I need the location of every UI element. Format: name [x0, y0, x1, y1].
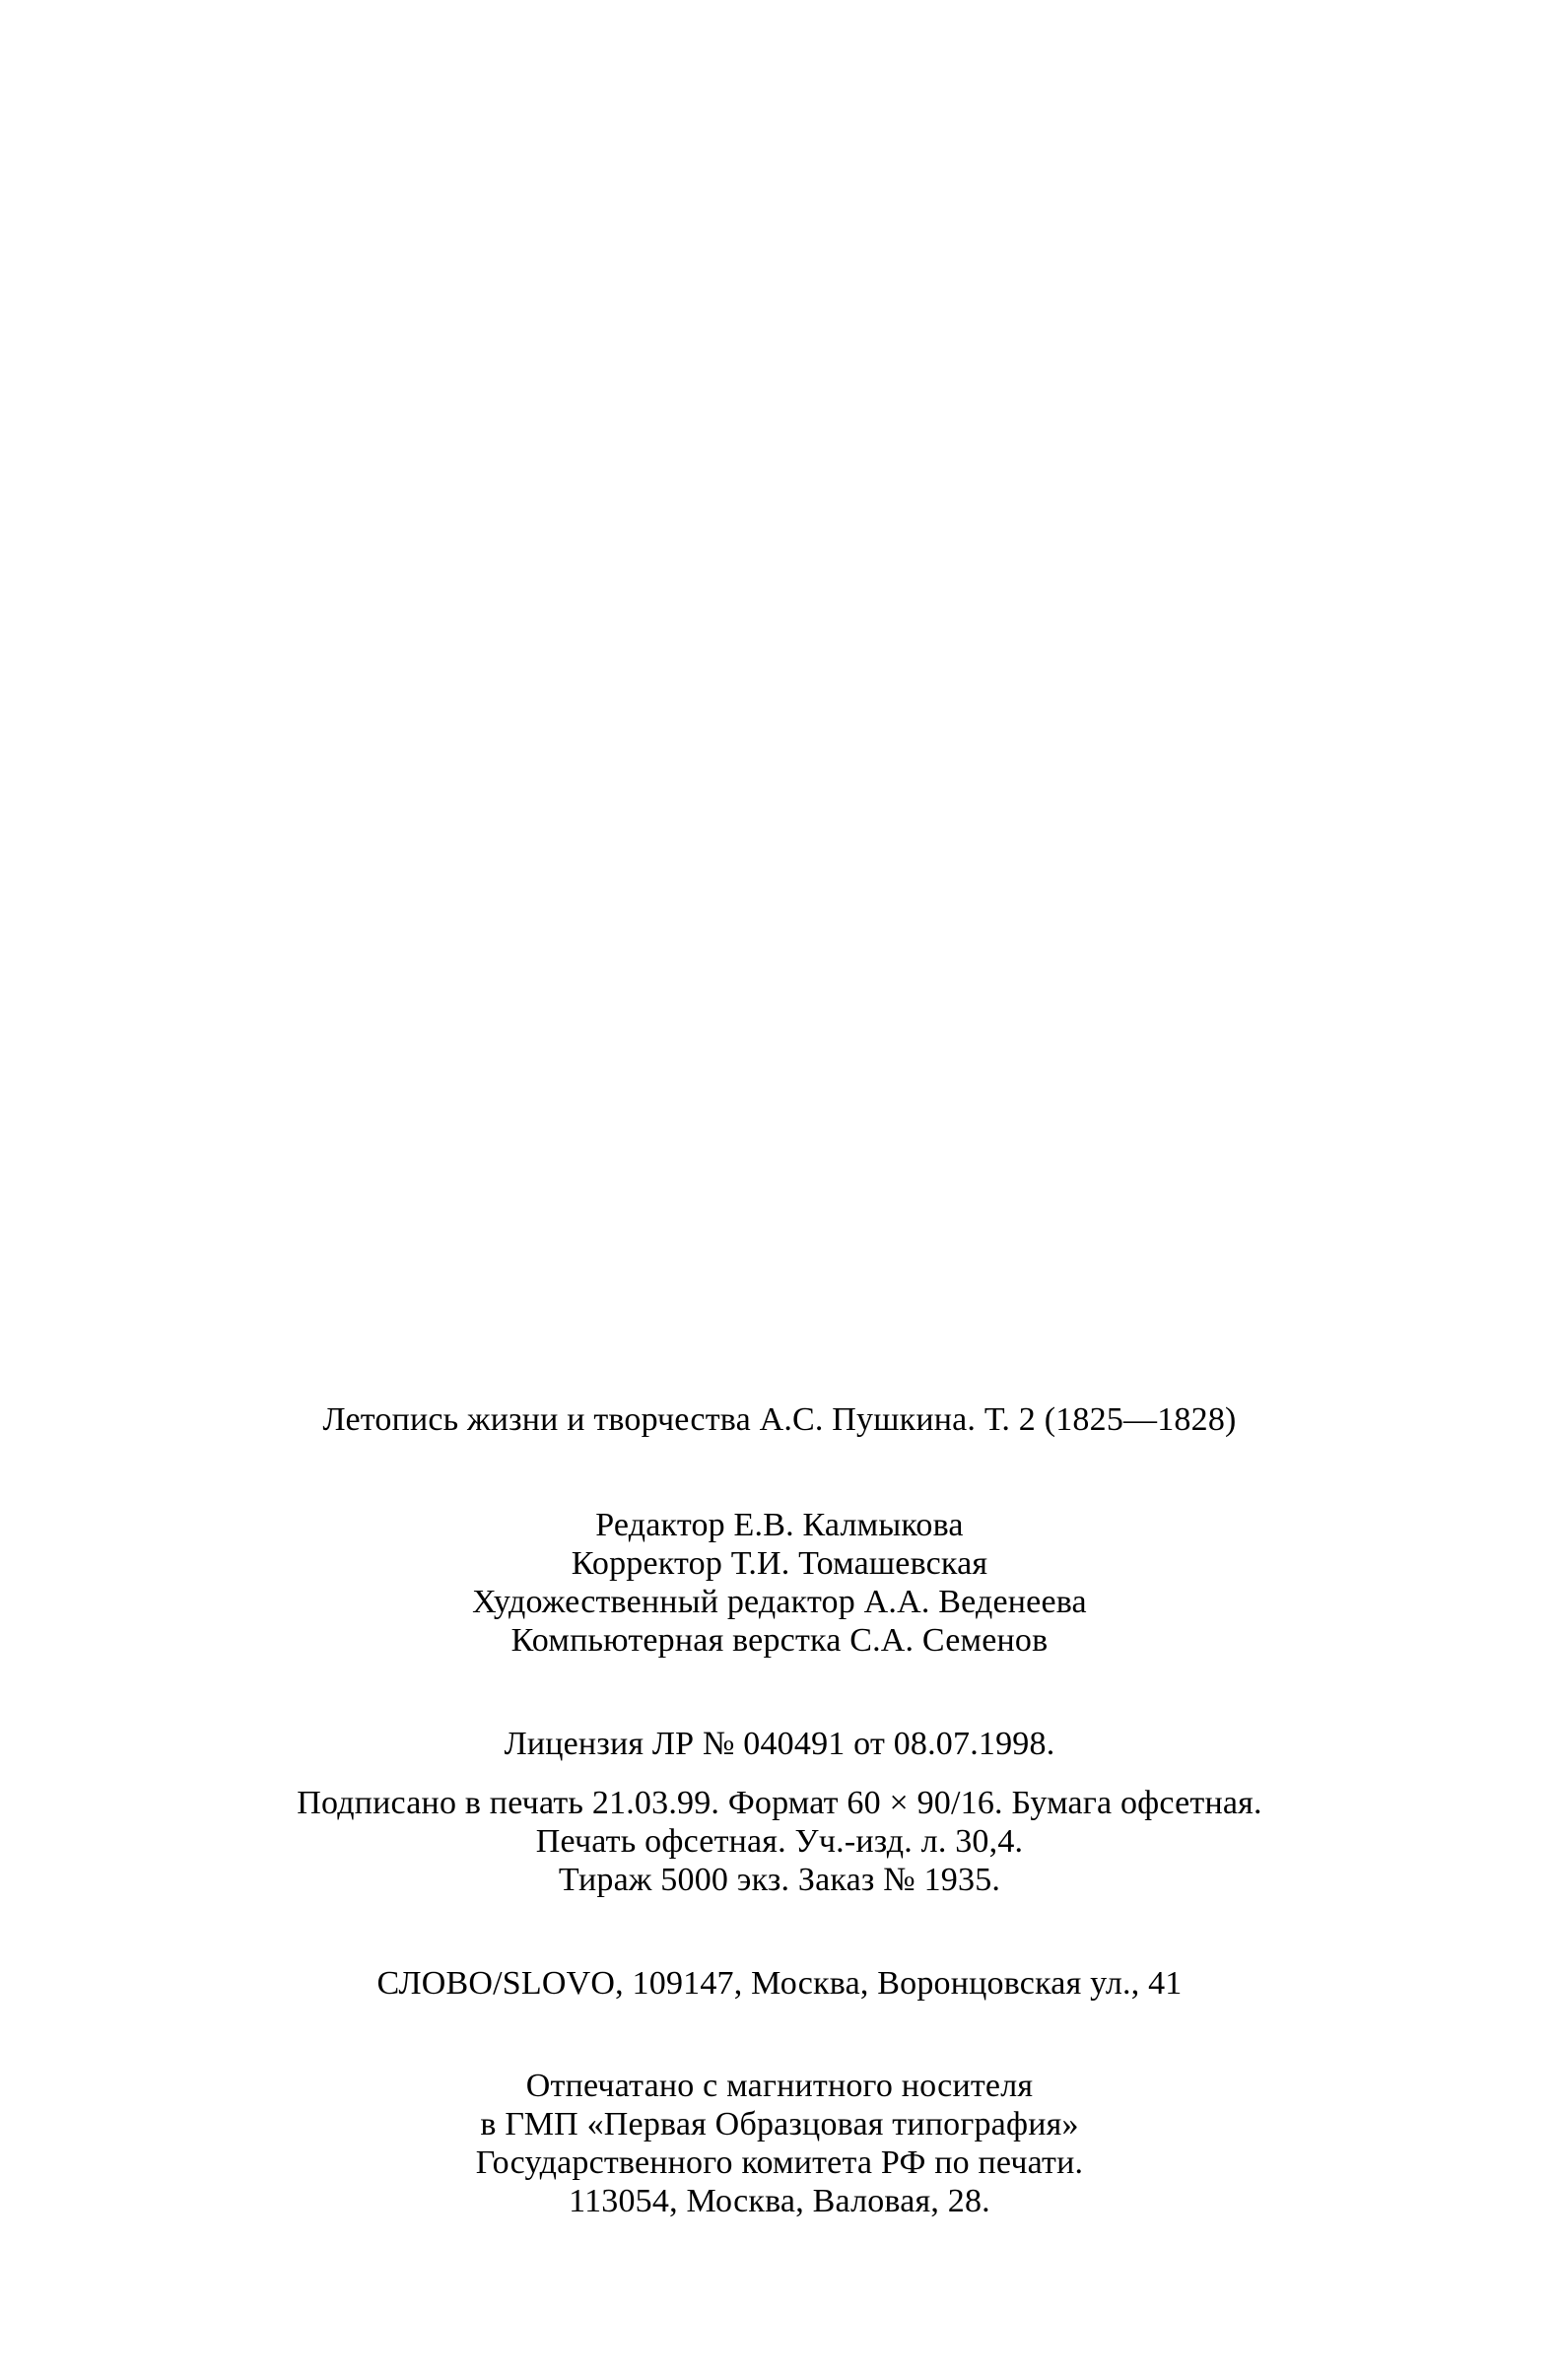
editor-line: Редактор Е.В. Калмыкова — [595, 1507, 964, 1543]
art-editor-line: Художественный редактор А.А. Веденеева — [472, 1584, 1087, 1620]
printer-address-line: 113054, Москва, Валовая, 28. — [569, 2183, 990, 2219]
signed-to-print-line: Подписано в печать 21.03.99. Формат 60 × 90/16. Бумага офсетная. — [297, 1785, 1262, 1821]
printer-line-1: Отпечатано с магнитного носителя — [525, 2068, 1034, 2104]
book-title-line: Летопись жизни и творчества А.С. Пушкина. Т. 2 (1825—1828) — [322, 1401, 1237, 1438]
proofreader-line: Корректор Т.И. Томашевская — [571, 1545, 988, 1582]
printer-line-3: Государственного комитета РФ по печати. — [475, 2144, 1084, 2181]
license-line: Лицензия ЛР № 040491 от 08.07.1998. — [504, 1726, 1055, 1762]
print-run-line: Тираж 5000 экз. Заказ № 1935. — [558, 1862, 1001, 1898]
printer-line-2: в ГМП «Первая Образцовая типография» — [480, 2106, 1079, 2142]
print-method-line: Печать офсетная. Уч.-изд. л. 30,4. — [535, 1823, 1024, 1860]
publisher-line: СЛОВО/SLOVO, 109147, Москва, Воронцовская ул., 41 — [376, 1965, 1183, 2002]
layout-line: Компьютерная верстка С.А. Семенов — [510, 1622, 1049, 1659]
